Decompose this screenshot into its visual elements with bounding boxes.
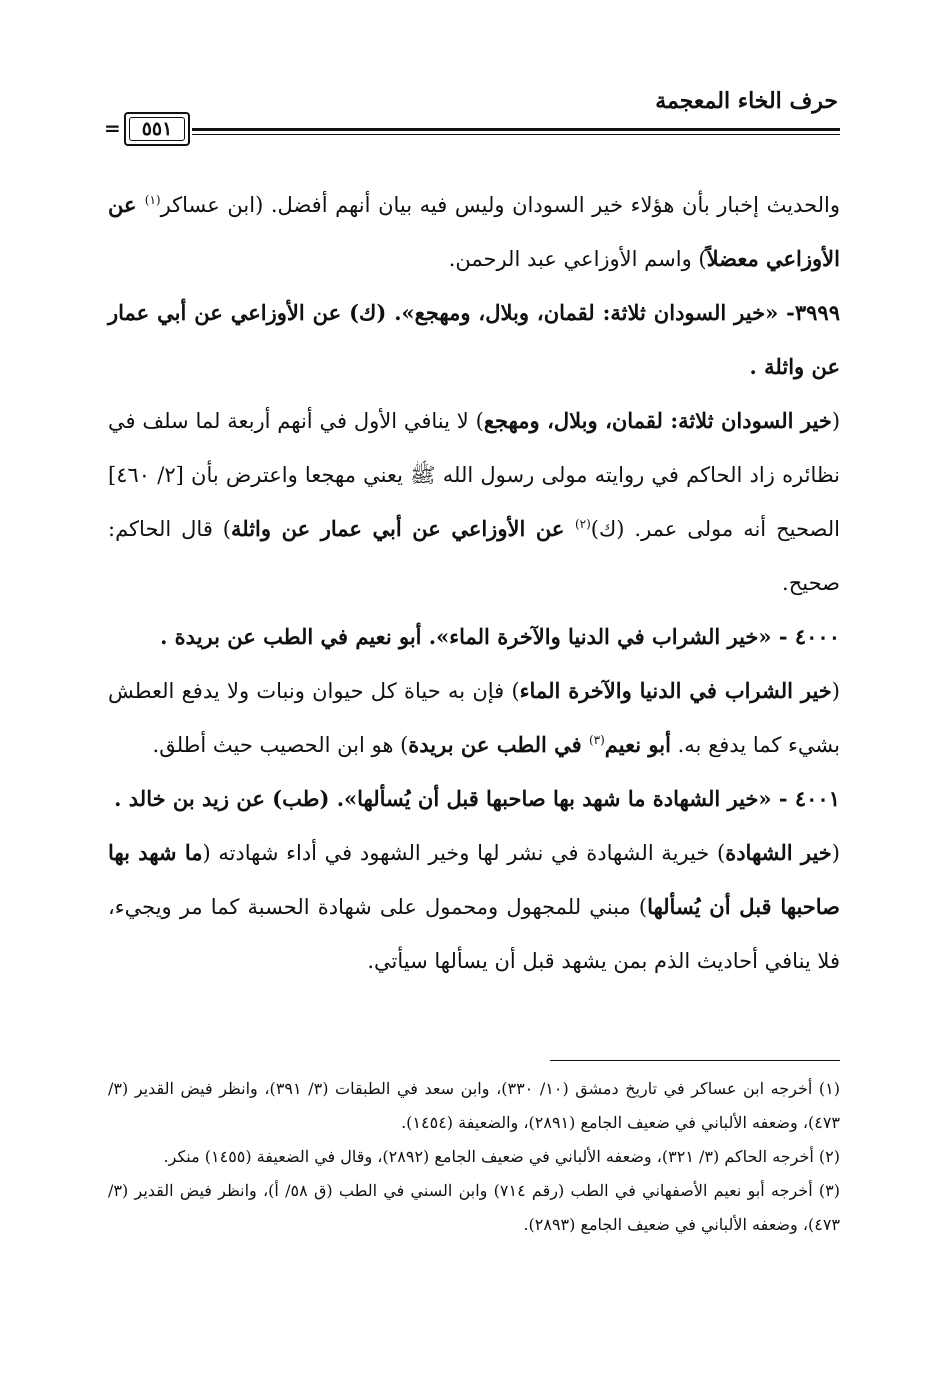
bold-text-run: خير السودان ثلاثة: لقمان، وبلال، ومهجع xyxy=(483,408,832,433)
bold-text-run: خير الشهادة xyxy=(725,840,832,865)
hadith-entry-3999 xyxy=(108,286,840,394)
hadith-text: ٤٠٠٠ - «خير الشراب في الدنيا والآخرة الماء». أبو نعيم في الطب عن بريدة . xyxy=(160,624,840,649)
footnote-3: (٣) أخرجه أبو نعيم الأصفهاني في الطب (رقم ٧١٤) وابن السني في الطب (ق ٥٨/ أ)، وانظر فيض القدير (٣/ ٤٧٣)، وضعفه الألباني في ضعيف الجامع (٢٨٩٣). xyxy=(108,1181,840,1234)
footnote-ref-3: (٣) xyxy=(588,733,605,747)
main-text xyxy=(108,178,840,988)
page-number: ٥٥١ xyxy=(129,117,185,141)
text-run: ) لا ينافي الأول في أنهم أربعة لما سلف في نظائره زاد الحاكم في روايته مولى رسول الله ﷺ يعني مهجعا واعترض بأن [٢/ ٤٦٠] الصحيح أنه مولى عمر. (ك) xyxy=(108,409,840,541)
header-edge-mark: = xyxy=(104,116,121,140)
footnotes xyxy=(108,1072,840,1242)
footnote-2: (٢) أخرجه الحاكم (٣/ ٣٢١)، وضعفه الألباني في ضعيف الجامع (٢٨٩٢)، وقال في الضعيفة (١٤٥٥) منكر. xyxy=(163,1147,840,1166)
text-run: والحديث إخبار بأن هؤلاء خير السودان وليس فيه بيان أنهم أفضل. (ابن عساكر xyxy=(160,193,840,217)
paragraph-commentary-1 xyxy=(108,178,840,286)
text-run: ) قال الحاكم: صحيح. xyxy=(108,517,840,595)
hadith-text: ٣٩٩٩- «خير السودان ثلاثة: لقمان، وبلال، ومهجع». (ك) عن الأوزاعي عن أبي عمار عن واثلة . xyxy=(108,300,840,379)
text-run: ) هو ابن الحصيب حيث أطلق. xyxy=(152,733,409,757)
footnote-ref-2: (٢) xyxy=(574,517,591,531)
running-header-title: حرف الخاء المعجمة xyxy=(655,88,838,114)
bold-text-run: في الطب عن بريدة xyxy=(408,732,589,757)
text-run: ) مبني للمجهول ومحمول على شهادة الحسبة كما مر ويجيء، فلا ينافي أحاديث الذم بمن يشهد قبل أن يسألها سيأتي. xyxy=(108,895,840,973)
text-run: ( xyxy=(831,409,841,433)
header-rule-thick xyxy=(192,128,840,131)
hadith-entry-4000 xyxy=(108,610,840,664)
bold-text-run: ما شهد بها صاحبها قبل أن يُسألها xyxy=(108,840,840,919)
header-rule-thin xyxy=(192,134,840,135)
page-number-box xyxy=(124,112,190,146)
text-run: ) خيرية الشهادة في نشر لها وخير الشهود في أداء شهادته ( xyxy=(202,841,726,865)
bold-text-run: عن الأوزاعي معضلاً xyxy=(108,192,840,271)
hadith-text: ٤٠٠١ - «خير الشهادة ما شهد بها صاحبها قبل أن يُسألها». (طب) عن زيد بن خالد . xyxy=(114,786,840,811)
footnote-ref-1: (١) xyxy=(144,193,161,207)
footnote-separator xyxy=(550,1060,840,1061)
bold-text-run: خير الشراب في الدنيا والآخرة الماء xyxy=(519,678,832,703)
paragraph-commentary-4000 xyxy=(108,664,840,772)
text-run: ( xyxy=(831,841,840,865)
footnote-1: (١) أخرجه ابن عساكر في تاريخ دمشق (١٠/ ٣٣٠)، وابن سعد في الطبقات (٣/ ٣٩١)، وانظر فيض القدير (٣/ ٤٧٣)، وضعفه الألباني في ضعيف الجامع (٢٨٩١)، والضعيفة (١٤٥٤). xyxy=(108,1079,840,1132)
paragraph-commentary-3999 xyxy=(108,394,840,610)
paragraph-commentary-4001 xyxy=(108,826,840,988)
text-run: ( xyxy=(831,679,840,703)
hadith-entry-4001 xyxy=(108,772,840,826)
text-run: ) فإن به حياة كل حيوان ونبات ولا يدفع العطش بشيء كما يدفع به. xyxy=(108,679,840,757)
bold-text-run: عن الأوزاعي عن أبي عمار عن واثلة xyxy=(231,516,575,541)
bold-text-run: أبو نعيم xyxy=(604,732,671,757)
text-run: ) واسم الأوزاعي عبد الرحمن. xyxy=(448,247,707,271)
